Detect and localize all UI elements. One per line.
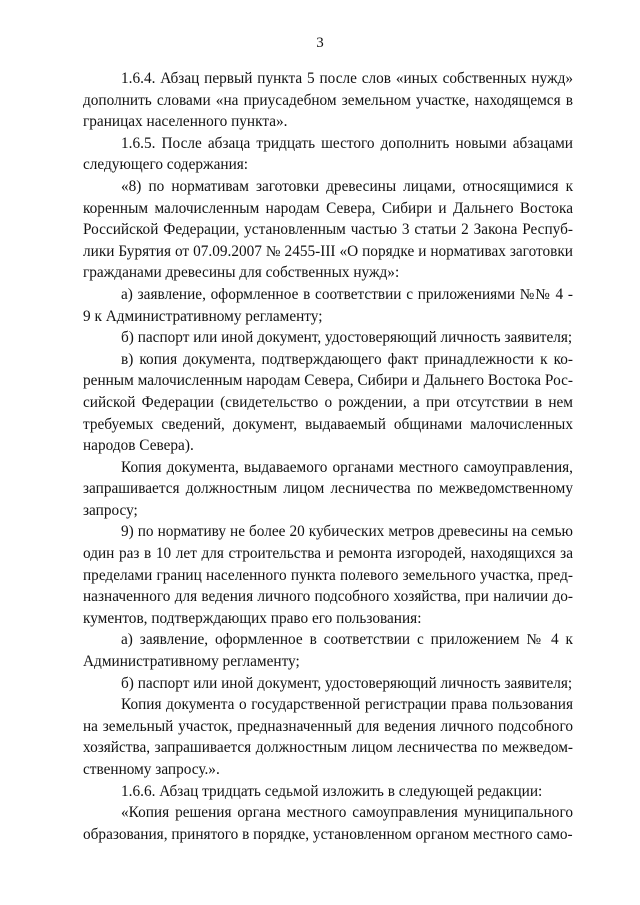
document-body (83, 68, 573, 845)
paragraph: «8) по нормативам заготовки древесины лицами, относящимися к коренным малочисленным народам Севера, Сибири и Дальнего Востока Российской Федерации, установленным частью 3 статьи 2 Закона Республики Бурятия от 07.09.2007 № 2455-III «О порядке и нормативах заготовки гражданами древесины для собственных нужд»: (83, 177, 573, 282)
page-number: 3 (316, 35, 324, 51)
paragraph: 9) по нормативу не более 20 кубических метров древесины на семью один раз в 10 лет для строительства и ремонта изгородей, находящихся за пределами границ населенного пункта полевого земельного участка, предназначенного для ведения личного подсобного хозяйства, при наличии документов, подтверждающих право его пользования: (83, 523, 573, 627)
paragraph: 1.6.6. Абзац тридцать седьмой изложить в следующей редакции: (121, 782, 543, 800)
paragraph: б) паспорт или иной документ, удостоверяющий личность заявителя; (121, 674, 573, 692)
paragraph: а) заявление, оформленное в соответствии с приложением № 4 к Административному регламенту; (83, 631, 573, 671)
paragraph: Копия документа о государственной регистрации права пользования на земельный участок, предназначенный для ведения личного подсобного хозяйства, запрашивается должностным лицом лесничества по межведомственному запросу.». (83, 696, 573, 778)
paragraph: б) паспорт или иной документ, удостоверяющий личность заявителя; (121, 329, 573, 347)
paragraph: а) заявление, оформленное в соответствии с приложениями №№ 4 - 9 к Административному регламенту; (83, 285, 573, 325)
paragraph: «Копия решения органа местного самоуправления муниципального образования, принятого в порядке, установленном органом местного само- (83, 804, 573, 843)
paragraph: Копия документа, выдаваемого органами местного самоуправления, запрашивается должностным лицом лесничества по межведомственному запросу; (83, 458, 573, 519)
paragraph: в) копия документа, подтверждающего факт принадлежности к коренным малочисленным народам Севера, Сибири и Дальнего Востока Российской Федерации (свидетельство о рождении, а при отсутствии в нем требуемых сведений, документ, выдаваемый общинами малочисленных народов Севера). (83, 350, 573, 455)
paragraph: 1.6.4. Абзац первый пункта 5 после слов «иных собственных нужд» дополнить словами «на приусадебном земельном участке, находящемся в границах населенного пункта». (83, 70, 573, 131)
paragraph: 1.6.5. После абзаца тридцать шестого дополнить новыми абзацами следующего содержания: (83, 134, 573, 174)
